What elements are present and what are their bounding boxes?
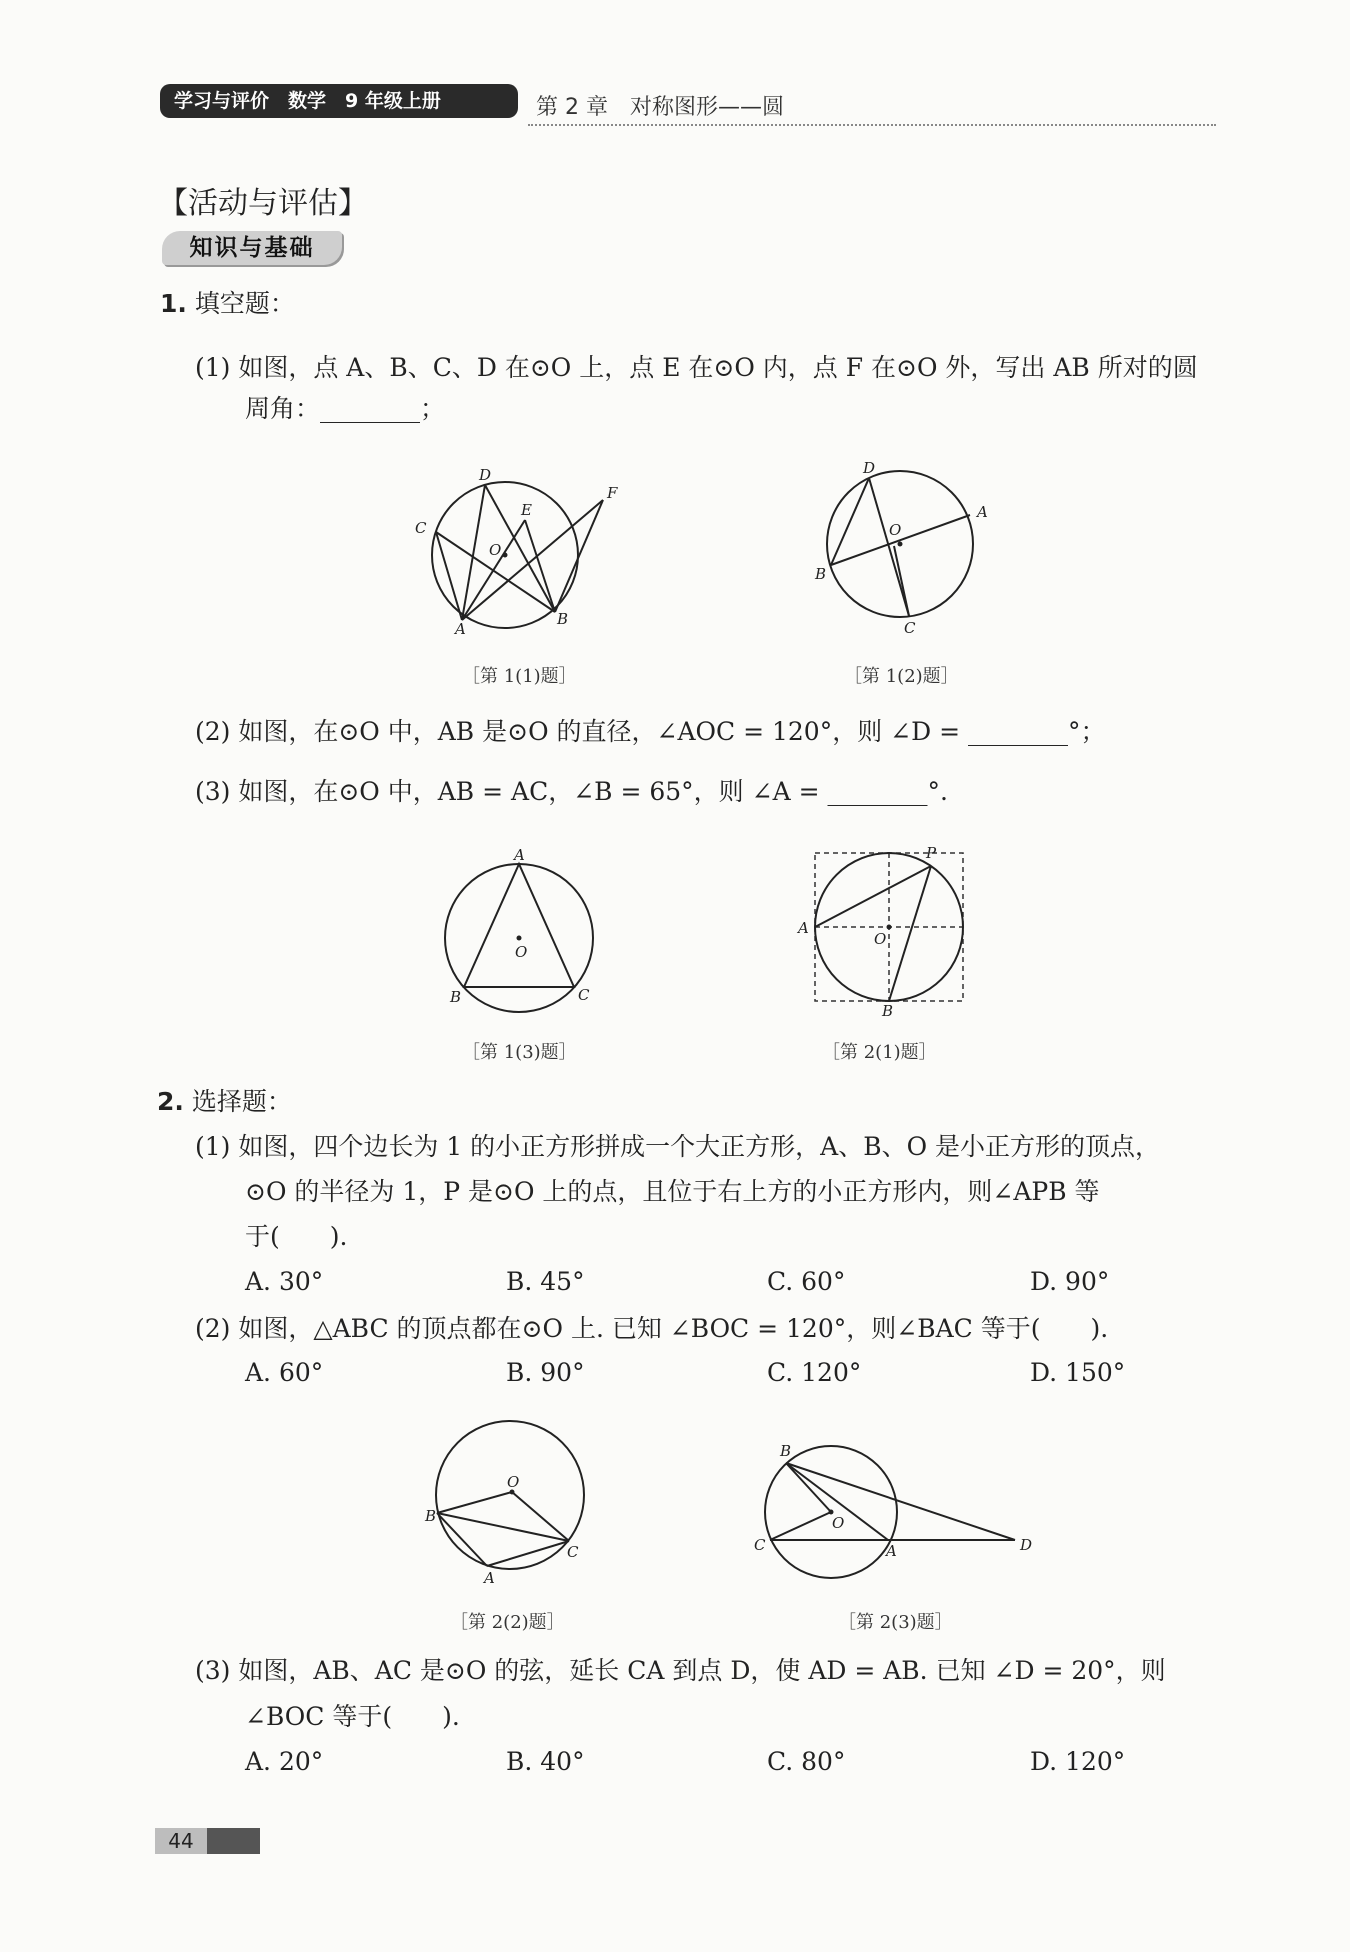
q2-1-option-c: C. 60° — [767, 1267, 846, 1296]
q2-number: 2. — [157, 1087, 184, 1116]
fig23-label-B: B — [780, 1442, 792, 1460]
q2-part1-line1: (1) 如图，四个边长为 1 的小正方形拼成一个大正方形，A、B、O 是小正方形的顶点， — [195, 1132, 1161, 1161]
fig11-label-E: E — [521, 501, 532, 519]
fig23-label-C: C — [754, 1536, 766, 1554]
q2-title: 选择题： — [191, 1087, 292, 1116]
fig12-label-D: D — [863, 459, 876, 477]
section-title: 【活动与评估】 — [158, 186, 368, 221]
fig22-label-C: C — [567, 1543, 579, 1561]
figure-1-1 — [405, 460, 635, 650]
q1-part2: (2) 如图，在⊙O 中，AB 是⊙O 的直径，∠AOC = 120°，则 ∠D = ________°； — [195, 717, 1106, 746]
fig12-label-B: B — [815, 565, 827, 583]
caption-2-2: ［第 2(2)题］ — [450, 1612, 565, 1633]
fig22-label-A: A — [484, 1569, 495, 1587]
q2-part3-line2: ∠BOC 等于( ). — [245, 1702, 460, 1731]
figure-2-3 — [750, 1430, 1050, 1590]
q2-part1-line3: 于( ). — [245, 1222, 348, 1251]
page-number: 44 — [155, 1828, 207, 1854]
fig13-label-C: C — [578, 986, 590, 1004]
q2-heading — [157, 1086, 292, 1118]
caption-2-1: ［第 2(1)题］ — [822, 1042, 937, 1063]
q2-1-option-d: D. 90° — [1030, 1267, 1110, 1296]
q1-part1-line1: (1) 如图，点 A、B、C、D 在⊙O 上，点 E 在⊙O 内，点 F 在⊙O 外，写出 AB 所对的圆 — [195, 353, 1198, 382]
fig12-label-C: C — [904, 619, 916, 637]
q2-2-option-d: D. 150° — [1030, 1358, 1126, 1387]
fig11-label-F: F — [607, 484, 618, 502]
fig11-label-A: A — [455, 620, 466, 638]
q2-3-option-a: A. 20° — [245, 1747, 324, 1776]
q2-part3-line1: (3) 如图，AB、AC 是⊙O 的弦，延长 CA 到点 D，使 AD = AB. 已知 ∠D = 20°，则 — [195, 1656, 1166, 1685]
fig11-label-C: C — [415, 519, 427, 537]
caption-1-3: ［第 1(3)题］ — [462, 1042, 577, 1063]
q1-heading — [160, 288, 295, 320]
header-rule — [528, 124, 1216, 126]
q2-1-option-b: B. 45° — [506, 1267, 585, 1296]
figure-1-2 — [805, 455, 1005, 645]
fig22-label-O: O — [507, 1473, 520, 1491]
fig13-label-O: O — [515, 943, 528, 961]
q1-number: 1. — [160, 289, 187, 318]
q2-3-option-d: D. 120° — [1030, 1747, 1126, 1776]
caption-1-1: ［第 1(1)题］ — [462, 666, 577, 687]
fig22-label-B: B — [425, 1507, 437, 1525]
q2-2-option-c: C. 120° — [767, 1358, 862, 1387]
fig12-label-O: O — [889, 521, 902, 539]
figure-2-2 — [415, 1415, 595, 1595]
fig23-label-D: D — [1020, 1536, 1033, 1554]
fig13-label-B: B — [450, 988, 462, 1006]
q1-part3: (3) 如图，在⊙O 中，AB = AC，∠B = 65°，则 ∠A = ________°. — [195, 777, 948, 806]
q1-title: 填空题： — [194, 289, 295, 318]
q2-part2: (2) 如图，△ABC 的顶点都在⊙O 上. 已知 ∠BOC = 120°，则∠BAC 等于( ). — [195, 1314, 1109, 1343]
fig11-label-D: D — [479, 466, 492, 484]
q2-2-option-b: B. 90° — [506, 1358, 585, 1387]
caption-1-2: ［第 1(2)题］ — [844, 666, 959, 687]
q1-part1-line2: 周角：________； — [245, 394, 446, 423]
subsection-badge: 知识与基础 — [162, 231, 342, 265]
fig11-label-O: O — [489, 541, 502, 559]
figure-2-1 — [790, 840, 980, 1020]
q2-2-option-a: A. 60° — [245, 1358, 324, 1387]
q2-3-option-b: B. 40° — [506, 1747, 585, 1776]
book-title-badge: 学习与评价 数学 9 年级上册 — [160, 84, 518, 118]
fig21-label-O: O — [874, 930, 887, 948]
q2-part1-line2: ⊙O 的半径为 1，P 是⊙O 上的点，且位于右上方的小正方形内，则∠APB 等 — [245, 1177, 1100, 1206]
figure-1-3 — [430, 840, 610, 1020]
fig23-label-A: A — [886, 1542, 897, 1560]
chapter-title: 第 2 章 对称图形——圆 — [536, 95, 784, 120]
fig11-label-B: B — [557, 610, 569, 628]
fig23-label-O: O — [832, 1514, 845, 1532]
q2-3-option-c: C. 80° — [767, 1747, 846, 1776]
q2-1-option-a: A. 30° — [245, 1267, 324, 1296]
fig13-label-A: A — [514, 846, 525, 864]
fig21-label-B: B — [882, 1002, 894, 1020]
caption-2-3: ［第 2(3)题］ — [838, 1612, 953, 1633]
fig12-label-A: A — [977, 503, 988, 521]
fig21-label-P: P — [926, 844, 937, 862]
fig21-label-A: A — [798, 919, 809, 937]
